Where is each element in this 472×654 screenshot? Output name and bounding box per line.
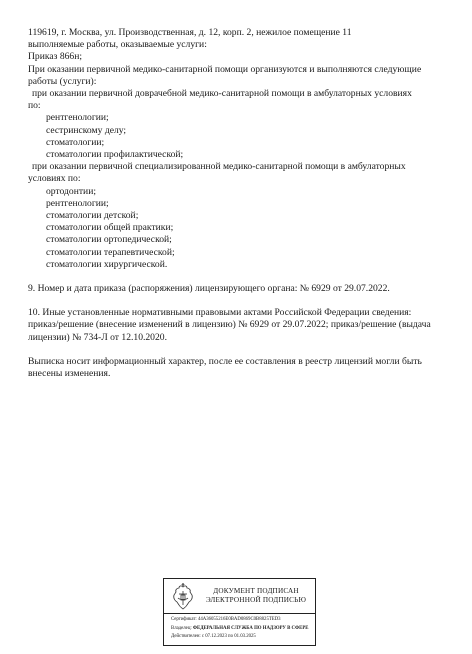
note-line-2: внесены изменения. bbox=[28, 368, 111, 380]
detail-line: стоматологии; bbox=[46, 136, 105, 148]
certificate-number: Сертификат: 44A36055216E0BAD0869C0B8825TED3 bbox=[171, 617, 281, 622]
section-9: 9. Номер и дата приказа (распоряжения) лицензирующего органа: № 6929 от 29.07.2022. bbox=[28, 283, 390, 295]
section-10-line-2: приказ/решение (внесение изменений в лицензию) № 6929 от 29.07.2022; приказ/решение (выдача bbox=[28, 319, 431, 331]
document-body bbox=[28, 27, 464, 380]
stamp-details bbox=[171, 616, 315, 642]
detail-line: При оказании первичной медико-санитарной помощи организуются и выполняются следующие bbox=[28, 63, 422, 75]
stamp-title: ДОКУМЕНТ ПОДПИСАН ЭЛЕКТРОННОЙ ПОДПИСЬЮ bbox=[205, 587, 307, 604]
electronic-signature-stamp bbox=[163, 578, 316, 646]
section-10-line-1: 10. Иные установленные нормативными правовыми актами Российской Федерации сведения: bbox=[28, 307, 412, 319]
detail-line: условиях по: bbox=[28, 173, 81, 185]
detail-line: рентгенологии; bbox=[46, 197, 109, 209]
detail-line: рентгенологии; bbox=[46, 112, 109, 124]
certificate-owner: Владелец: ФЕДЕРАЛЬНАЯ СЛУЖБА ПО НАДЗОРУ В СФЕРЕ bbox=[171, 625, 309, 631]
detail-line: стоматологии терапевтической; bbox=[46, 246, 175, 258]
section-10-line-3: лицензии) № 734-Л от 12.10.2020. bbox=[28, 331, 167, 343]
detail-line: при оказании первичной доврачебной медико-санитарной помощи в амбулаторных условиях bbox=[32, 88, 412, 100]
detail-line: стоматологии общей практики; bbox=[46, 222, 174, 234]
detail-line: ортодонтии; bbox=[46, 185, 96, 197]
certificate-validity: Действителен: с 07.12.2023 по 01.03.2025 bbox=[171, 634, 256, 640]
detail-line: стоматологии ортопедической; bbox=[46, 234, 172, 246]
detail-line: работы (услуги): bbox=[28, 75, 97, 87]
detail-line: стоматологии детской; bbox=[46, 210, 139, 222]
detail-line: Приказ 866н; bbox=[28, 51, 83, 63]
detail-line: 119619, г. Москва, ул. Производственная, д. 12, корп. 2, нежилое помещение 11 bbox=[28, 27, 352, 38]
detail-line: сестринскому делу; bbox=[46, 124, 127, 136]
detail-line: стоматологии хирургической. bbox=[46, 258, 168, 270]
detail-line: стоматологии профилактической; bbox=[46, 149, 184, 161]
detail-line: по: bbox=[28, 100, 41, 112]
coat-of-arms-icon bbox=[170, 583, 196, 613]
detail-line: выполняемые работы, оказываемые услуги: bbox=[28, 39, 207, 51]
note-line-1: Выписка носит информационный характер, после ее составления в реестр лицензий могли быть bbox=[28, 355, 422, 367]
detail-line: при оказании первичной специализированной медико-санитарной помощи в амбулаторных bbox=[32, 161, 406, 173]
license-details bbox=[28, 27, 464, 271]
